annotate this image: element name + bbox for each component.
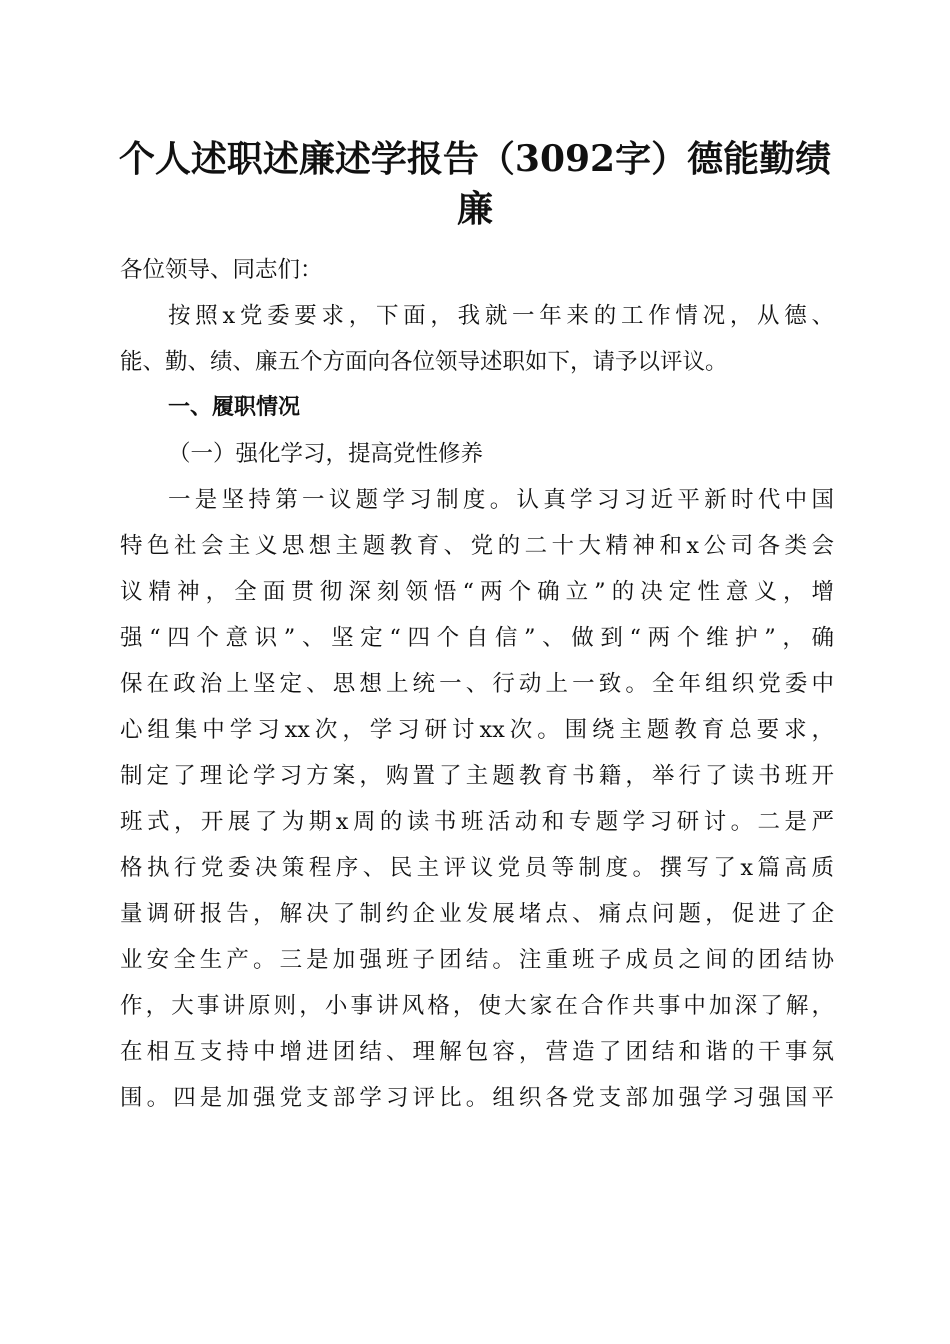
document-body (120, 247, 834, 1121)
paragraph-line: 特色社会主义思想主题教育、党的二十大精神和x公司各类会 (120, 533, 834, 559)
paragraph-line: 心组集中学习xx次，学习研讨xx次。围绕主题教育总要求， (120, 717, 834, 743)
paragraph-line: 议精神，全面贯彻深刻领悟“两个确立”的决定性意义，增 (120, 579, 834, 605)
salutation: 各位领导、同志们： (120, 257, 323, 283)
document-title: 个人述职述廉述学报告（3092字）德能勤绩廉 (118, 138, 832, 230)
paragraph-line: 保在政治上坚定、思想上统一、行动上一致。全年组织党委中 (120, 671, 834, 697)
paragraph-line: 强“四个意识”、坚定“四个自信”、做到“两个维护”，确 (120, 625, 834, 651)
paragraph-line: 一是坚持第一议题学习制度。认真学习习近平新时代中国 (168, 487, 834, 513)
paragraph-line: 班式，开展了为期x周的读书班活动和专题学习研讨。二是严 (120, 809, 834, 835)
paragraph-line: 在相互支持中增进团结、理解包容，营造了团结和谐的干事氛 (120, 1039, 834, 1065)
paragraph-line: 格执行党委决策程序、民主评议党员等制度。撰写了x篇高质 (120, 855, 834, 881)
paragraph-line: 制定了理论学习方案，购置了主题教育书籍，举行了读书班开 (120, 763, 834, 789)
paragraph-line: 围。四是加强党支部学习评比。组织各党支部加强学习强国平 (120, 1085, 834, 1111)
intro-line: 按照x党委要求，下面，我就一年来的工作情况，从德、 (168, 303, 834, 329)
paragraph-line: 业安全生产。三是加强班子团结。注重班子成员之间的团结协 (120, 947, 834, 973)
paragraph-line: 作，大事讲原则，小事讲风格，使大家在合作共事中加深了解， (120, 993, 834, 1019)
subsection-heading: （一）强化学习，提高党性修养 (168, 441, 484, 467)
intro-line: 能、勤、绩、廉五个方面向各位领导述职如下，请予以评议。 (120, 349, 728, 375)
section-heading: 一、履职情况 (168, 395, 301, 420)
paragraph-line: 量调研报告，解决了制约企业发展堵点、痛点问题，促进了企 (120, 901, 834, 927)
